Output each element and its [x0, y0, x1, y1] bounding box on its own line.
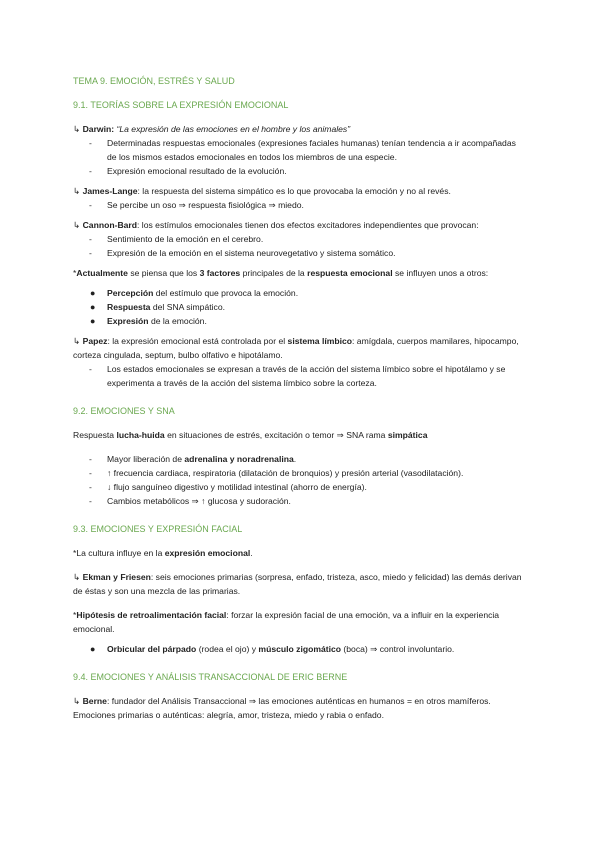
list-item: - Sentimiento de la emoción en el cerebro.	[89, 234, 264, 244]
section-heading-9-4: 9.4. EMOCIONES Y ANÁLISIS TRANSACCIONAL DE ERIC BERNE	[73, 672, 348, 682]
darwin-name: Darwin:	[82, 124, 115, 134]
section-heading-9-1: 9.1. TEORÍAS SOBRE LA EXPRESIÓN EMOCIONAL	[73, 100, 289, 110]
papez-paragraph: ↳ Papez: la expresión emocional está controlada por el sistema límbico: amígdala, cuerpos mamilares, hipocampo, corteza cingulada, septum, bulbo olfativo e hipotálamo. - Los estados emocionales se expresan a través de la acción del sistema límbico sobre el hipotálamo y se experimenta a través de la acción del sistema límbico sobre la corteza.	[73, 334, 523, 390]
section-heading-9-3: 9.3. EMOCIONES Y EXPRESIÓN FACIAL	[73, 524, 243, 534]
document-page	[73, 60, 523, 728]
list-item: ● Orbicular del párpado (rodea el ojo) y músculo zigomático (boca) ⇒ control involuntario.	[90, 644, 455, 654]
hipotesis-paragraph: *Hipótesis de retroalimentación facial: forzar la expresión facial de una emoción, va a influir en la experiencia emocional. ● Orbicular del párpado (rodea el ojo) y músculo zigomático (boca) ⇒ control involuntario.	[73, 608, 523, 656]
list-item: - ↓ flujo sanguíneo digestivo y motilidad intestinal (ahorro de energía).	[89, 482, 367, 492]
darwin-line	[73, 122, 523, 136]
list-item: - Determinadas respuestas emocionales (expresiones faciales humanas) tenían tendencia a ir acompañadas de los mismos estados emocionales en todos los miembros de una especie.	[89, 138, 516, 162]
bullet-icon: ●	[90, 288, 96, 298]
list-item: - Se percibe un oso ⇒ respuesta fisiológica ⇒ miedo.	[89, 200, 304, 210]
arrow-glyph: ↳	[73, 336, 81, 346]
ekman-paragraph: ↳ Ekman y Friesen: seis emociones primarias (sorpresa, enfado, tristeza, asco, miedo y felicidad) las demás derivan de éstas y son una mezcla de las primarias.	[73, 572, 522, 596]
list-item: - Cambios metabólicos ⇒ ↑ glucosa y sudoración.	[89, 496, 291, 506]
arrow-glyph: ↳	[73, 186, 81, 196]
list-item: ● Respuesta del SNA simpático.	[90, 302, 225, 312]
papez-name: Papez	[82, 336, 108, 346]
bullet-icon: ●	[90, 644, 96, 654]
sna-list	[73, 452, 523, 508]
document-title: TEMA 9. EMOCIÓN, ESTRÉS Y SALUD	[73, 76, 235, 86]
darwin-work: “La expresión de las emociones en el hombre y los animales”	[116, 124, 351, 134]
list-item: - Mayor liberación de adrenalina y noradrenalina.	[89, 454, 297, 464]
section-heading-9-2: 9.2. EMOCIONES Y SNA	[73, 406, 175, 416]
arrow-glyph: ↳	[73, 220, 81, 230]
arrow-glyph: ↳	[73, 124, 81, 134]
list-item: - Los estados emocionales se expresan a través de la acción del sistema límbico sobre el hipotálamo y se experimenta a través de la acción del sistema límbico sobre la corteza.	[89, 364, 506, 388]
darwin-paragraph	[73, 122, 523, 178]
berne-paragraph: ↳ Berne: fundador del Análisis Transaccional ⇒ las emociones auténticas en humanos = en otros mamíferos. Emociones primarias o auténticas: alegría, amor, tristeza, miedo y rabia o enfado.	[73, 696, 491, 720]
list-item: - ↑ frecuencia cardiaca, respiratoria (dilatación de bronquios) y presión arterial (vasodilatación).	[89, 468, 464, 478]
list-item: ● Percepción del estímulo que provoca la emoción.	[90, 288, 299, 298]
arrow-glyph: ↳	[73, 572, 81, 582]
actualmente-paragraph: *Actualmente se piensa que los 3 factores principales de la respuesta emocional se influyen unos a otros: ● Percepción del estímulo que provoca la emoción. ● Respuesta del SNA simpático. ● Expresión de la emoción.	[73, 266, 523, 328]
arrow-glyph: ↳	[73, 696, 81, 706]
cultura-paragraph: *La cultura influye en la expresión emocional.	[73, 548, 253, 558]
james-lange-paragraph: ↳ James-Lange: la respuesta del sistema simpático es lo que provocaba la emoción y no al revés. - Se percibe un oso ⇒ respuesta fisiológica ⇒ miedo.	[73, 184, 523, 212]
list-item: - Expresión emocional resultado de la evolución.	[89, 166, 287, 176]
list-item: ● Expresión de la emoción.	[90, 316, 207, 326]
bullet-icon: ●	[90, 302, 96, 312]
list-item: - Expresión de la emoción en el sistema neurovegetativo y sistema somático.	[89, 248, 396, 258]
bullet-icon: ●	[90, 316, 96, 326]
james-lange-name: James-Lange	[82, 186, 138, 196]
cannon-bard-paragraph: ↳ Cannon-Bard: los estímulos emocionales tienen dos efectos excitadores independientes que provocan: - Sentimiento de la emoción en el cerebro. - Expresión de la emoción en el sistema neurovegetativo y sistema somático.	[73, 218, 523, 260]
lucha-huida-paragraph: Respuesta lucha-huida en situaciones de estrés, excitación o temor ⇒ SNA rama simpática	[73, 430, 428, 440]
cannon-bard-name: Cannon-Bard	[82, 220, 138, 230]
